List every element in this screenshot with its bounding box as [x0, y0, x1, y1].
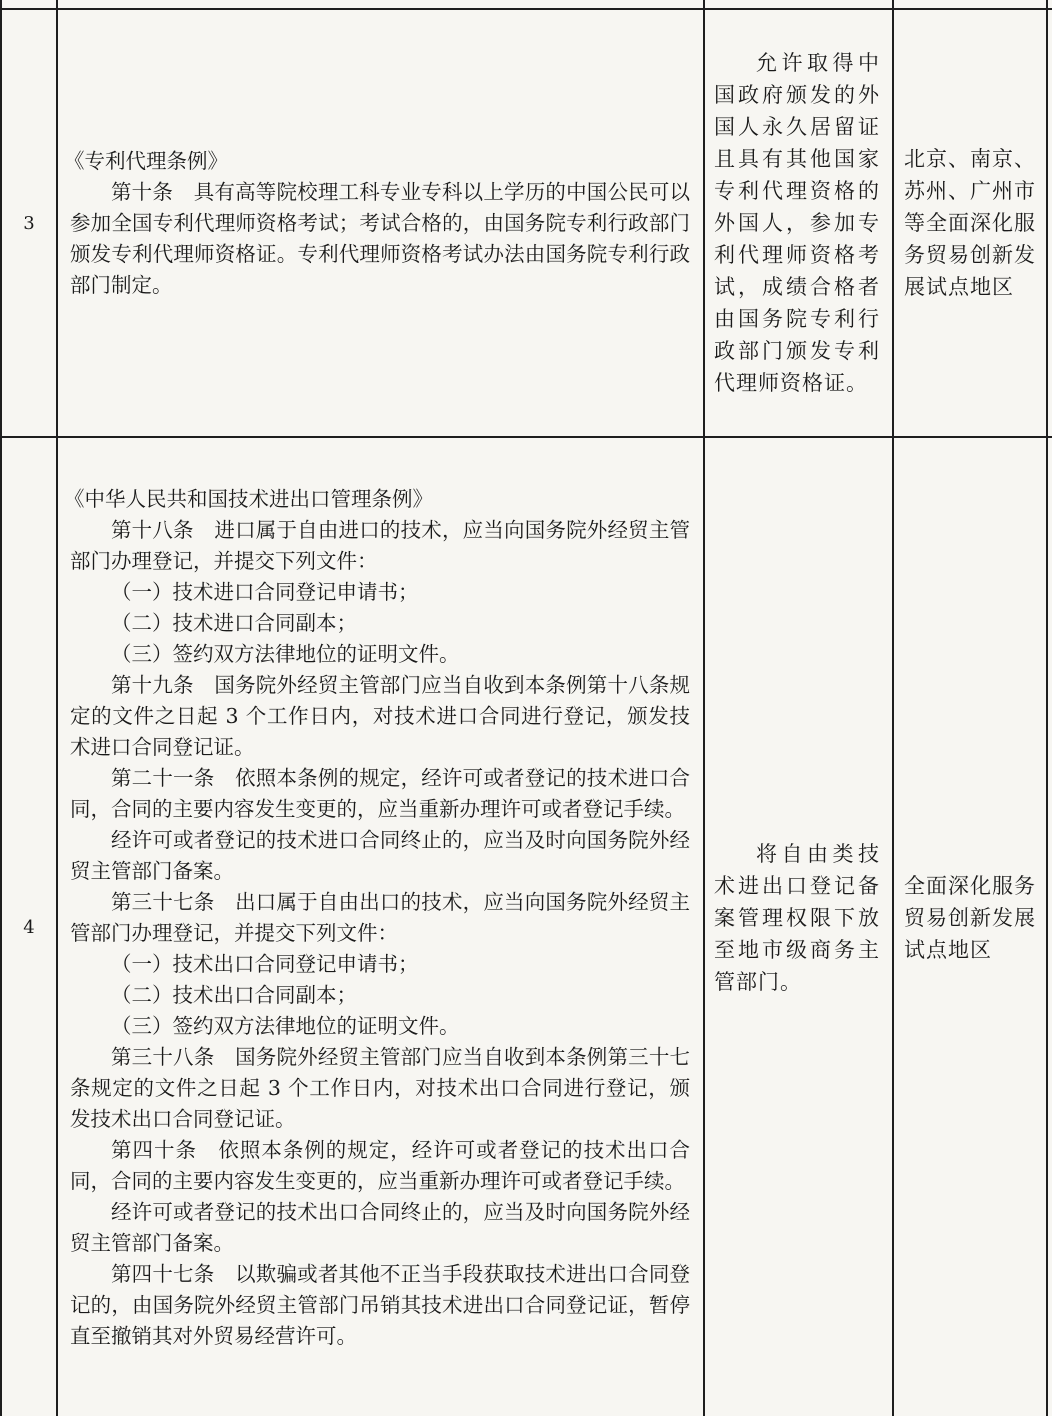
article-paragraph: 第十八条 进口属于自由进口的技术，应当向国务院外经贸主管部门办理登记，并提交下列文件： [70, 518, 690, 573]
list-item: （一）技术进口合同登记申请书； [111, 580, 419, 604]
table-divider [703, 0, 705, 1416]
article-paragraph: 经许可或者登记的技术进口合同终止的，应当及时向国务院外经贸主管部门备案。 [70, 828, 690, 883]
table-divider [56, 0, 58, 1416]
table-border-right [1046, 0, 1048, 1416]
row-3-provisions [64, 10, 690, 436]
pilot-scope: 全面深化服务贸易创新发展试点地区 [904, 874, 1036, 962]
list-item: （一）技术出口合同登记申请书； [111, 952, 419, 976]
article-paragraph: 第二十一条 依照本条例的规定，经许可或者登记的技术进口合同，合同的主要内容发生变更的，应当重新办理许可或者登记手续。 [70, 766, 690, 821]
list-item: （三）签约双方法律地位的证明文件。 [111, 1014, 460, 1038]
adjustment-measure: 允许取得中国政府颁发的外国人永久居留证且具有其他国家专利代理资格的外国人，参加专利代理师资格考试，成绩合格者由国务院专利行政部门颁发专利代理师资格证。 [714, 51, 880, 395]
list-item: （二）技术出口合同副本； [111, 983, 357, 1007]
row-4-number: 4 [23, 916, 35, 938]
article-paragraph: 第三十八条 国务院外经贸主管部门应当自收到本条例第三十七条规定的文件之日起 3 个工作日内，对技术出口合同进行登记，颁发技术出口合同登记证。 [70, 1045, 690, 1131]
article-paragraph: 第四十条 依照本条例的规定，经许可或者登记的技术出口合同，合同的主要内容发生变更的，应当重新办理许可或者登记手续。 [70, 1138, 690, 1193]
law-title: 《中华人民共和国技术进出口管理条例》 [64, 487, 433, 511]
row-3-scope [904, 10, 1036, 436]
article-paragraph: 第十条 具有高等院校理工科专业专科以上学历的中国公民可以参加全国专利代理师资格考试；考试合格的，由国务院专利行政部门颁发专利代理师资格证。专利代理师资格考试办法由国务院专利行政部门制定。 [70, 179, 690, 297]
row-4-measure [714, 438, 880, 1398]
adjustment-measure: 将自由类技术进出口登记备案管理权限下放至地市级商务主管部门。 [714, 842, 880, 994]
article-paragraph: 第四十七条 以欺骗或者其他不正当手段获取技术进出口合同登记的，由国务院外经贸主管部门吊销其技术进出口合同登记证，暂停直至撤销其对外贸易经营许可。 [70, 1262, 690, 1348]
row-3-number: 3 [23, 212, 35, 234]
article-paragraph: 第三十七条 出口属于自由出口的技术，应当向国务院外经贸主管部门办理登记，并提交下列文件： [70, 890, 690, 945]
table-divider [892, 0, 894, 1416]
row-4-scope [904, 438, 1036, 1398]
article-paragraph: 经许可或者登记的技术出口合同终止的，应当及时向国务院外经贸主管部门备案。 [70, 1200, 690, 1255]
pilot-scope: 北京、南京、苏州、广州市等全面深化服务贸易创新发展试点地区 [904, 147, 1036, 299]
list-item: （三）签约双方法律地位的证明文件。 [111, 642, 460, 666]
law-title: 《专利代理条例》 [64, 148, 228, 173]
row-4-provisions [64, 438, 690, 1398]
row-3-measure [714, 10, 880, 436]
list-item: （二）技术进口合同副本； [111, 611, 357, 635]
article-paragraph: 第十九条 国务院外经贸主管部门应当自收到本条例第十八条规定的文件之日起 3 个工作日内，对技术进口合同进行登记，颁发技术进口合同登记证。 [70, 673, 690, 759]
